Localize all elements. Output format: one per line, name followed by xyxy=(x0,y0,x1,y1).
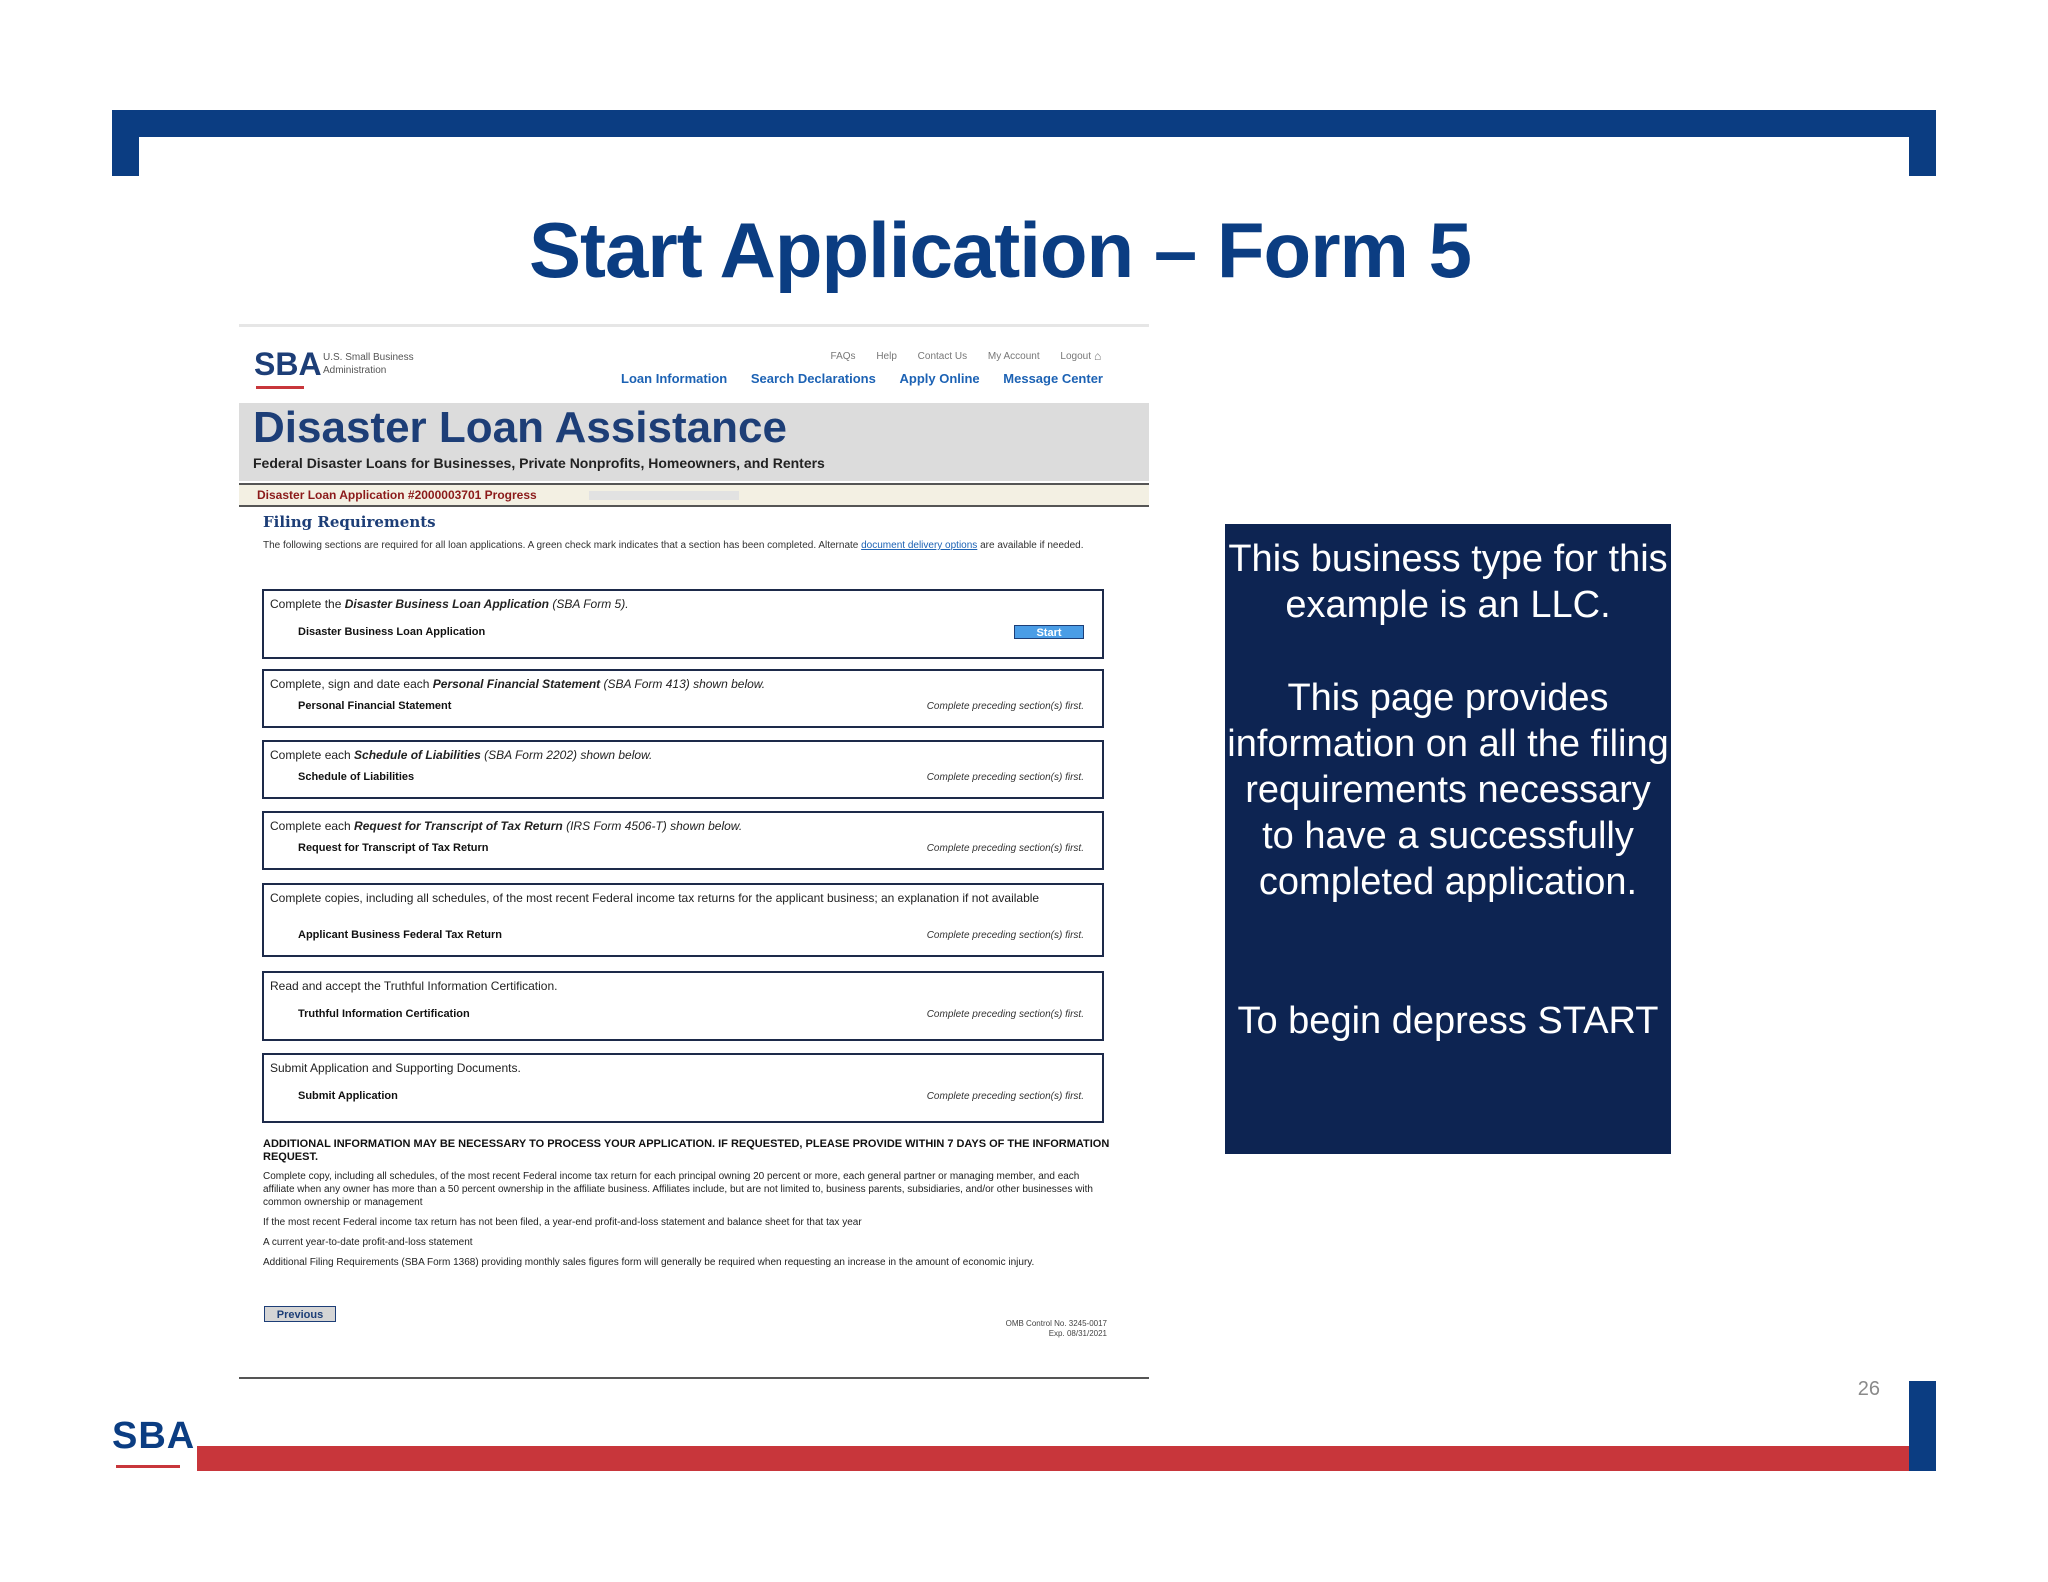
application-number: Disaster Loan Application #2000003701 Progress xyxy=(257,488,537,502)
section-item-label: Schedule of Liabilities xyxy=(298,771,415,783)
nav-apply-online[interactable]: Apply Online xyxy=(899,371,980,386)
section-item-label: Personal Financial Statement xyxy=(298,700,452,712)
section-schedule-of-liabilities xyxy=(262,740,1104,799)
filing-intro: The following sections are required for all loan applications. A green check mark indicates that a section has been completed. Alternate document delivery options are available if needed. xyxy=(263,540,1084,551)
section-status: Complete preceding section(s) first. xyxy=(926,1009,1084,1020)
explanation-callout xyxy=(1225,524,1671,1154)
section-business-loan-application xyxy=(262,589,1104,659)
start-button[interactable]: Start xyxy=(1014,625,1084,639)
section-instructions: Submit Application and Supporting Documents. xyxy=(270,1061,521,1075)
site-header xyxy=(239,327,1149,403)
top-frame-right-post xyxy=(1909,110,1936,176)
nav-search-declarations[interactable]: Search Declarations xyxy=(750,371,876,386)
section-truthful-information-certification xyxy=(262,971,1104,1041)
section-status: Complete preceding section(s) first. xyxy=(926,930,1084,941)
section-item-label: Submit Application xyxy=(298,1090,398,1102)
section-tax-transcript-request xyxy=(262,811,1104,870)
filing-requirements-title: Filing Requirements xyxy=(263,513,436,531)
util-link-contact-us[interactable]: Contact Us xyxy=(917,351,968,362)
additional-info-heading: ADDITIONAL INFORMATION MAY BE NECESSARY TO PROCESS YOUR APPLICATION. IF REQUESTED, PLEASE PROVIDE WITHIN 7 DAYS OF THE INFORMATION REQUEST. xyxy=(263,1138,1110,1163)
page-banner xyxy=(239,403,1149,481)
omb-control-number: OMB Control No. 3245-0017 Exp. 08/31/2021 xyxy=(1005,1319,1107,1338)
util-link-faqs[interactable]: FAQs xyxy=(830,351,856,362)
application-progress-bar xyxy=(239,483,1149,507)
section-item-label: Request for Transcript of Tax Return xyxy=(298,842,489,854)
main-nav xyxy=(601,371,1103,386)
section-instructions: Complete the Disaster Business Loan Application (SBA Form 5). xyxy=(270,597,629,611)
additional-info-item: Additional Filing Requirements (SBA Form 1368) providing monthly sales figures form will generally be required when requesting an increase in the amount of economic injury. xyxy=(263,1257,1035,1268)
progress-track xyxy=(589,491,739,500)
additional-info-item: If the most recent Federal income tax return has not been filed, a year-end profit-and-loss statement and balance sheet for that tax year xyxy=(263,1217,862,1228)
slide-title: Start Application – Form 5 xyxy=(529,206,1471,294)
section-instructions: Complete each Schedule of Liabilities (SBA Form 2202) shown below. xyxy=(270,748,653,762)
top-frame-bar xyxy=(112,110,1936,137)
top-frame-left-post xyxy=(112,110,139,176)
callout-page-description: This page provides information on all the filing requirements necessary to have a successfully completed application. xyxy=(1227,677,1669,903)
section-status: Complete preceding section(s) first. xyxy=(926,843,1084,854)
section-instructions: Complete each Request for Transcript of Tax Return (IRS Form 4506-T) shown below. xyxy=(270,819,743,833)
nav-message-center[interactable]: Message Center xyxy=(1003,371,1103,386)
banner-subtitle: Federal Disaster Loans for Businesses, Private Nonprofits, Homeowners, and Renters xyxy=(253,455,825,471)
utility-links xyxy=(813,351,1091,362)
home-icon[interactable]: ⌂ xyxy=(1094,349,1102,363)
util-link-logout[interactable]: Logout xyxy=(1060,351,1091,362)
nav-loan-information[interactable]: Loan Information xyxy=(621,371,728,386)
document-delivery-link[interactable]: document delivery options xyxy=(861,540,978,551)
section-item-label: Truthful Information Certification xyxy=(298,1008,470,1020)
section-item-label: Applicant Business Federal Tax Return xyxy=(298,929,502,941)
section-personal-financial-statement xyxy=(262,669,1104,728)
section-status: Complete preceding section(s) first. xyxy=(926,1091,1084,1102)
section-status: Complete preceding section(s) first. xyxy=(926,701,1084,712)
agency-name: U.S. Small Business Administration xyxy=(323,352,414,376)
application-screenshot xyxy=(239,324,1149,1383)
section-instructions: Read and accept the Truthful Information Certification. xyxy=(270,979,558,993)
section-business-tax-return xyxy=(262,883,1104,957)
section-submit-application xyxy=(262,1053,1104,1123)
section-instructions: Complete copies, including all schedules, of the most recent Federal income tax returns for the applicant business; an explanation if not available xyxy=(270,891,1040,905)
callout-instruction: To begin depress START xyxy=(1237,1000,1659,1042)
previous-button[interactable]: Previous xyxy=(264,1306,336,1322)
additional-info-item: Complete copy, including all schedules, of the most recent Federal income tax return for each principal owning 20 percent or more, each general partner or managing member, and each affiliate when any owner has more than a 50 percent ownership in the affiliate business. Affiliates include, but are not limited to, business parents, subsidiaries, and/or other businesses with common ownership or management xyxy=(263,1171,1093,1208)
footer-red-bar xyxy=(197,1446,1911,1471)
callout-business-type: This business type for this example is an LLC. xyxy=(1228,538,1668,626)
util-link-my-account[interactable]: My Account xyxy=(987,351,1040,362)
section-instructions: Complete, sign and date each Personal Financial Statement (SBA Form 413) shown below. xyxy=(270,677,766,691)
page-number: 26 xyxy=(1857,1378,1880,1400)
section-status: Complete preceding section(s) first. xyxy=(926,772,1084,783)
sba-logo[interactable]: SBA xyxy=(254,346,322,383)
screenshot-bottom-rule xyxy=(239,1377,1149,1379)
footer-sba-logo: SBA xyxy=(112,1415,195,1458)
additional-info-item: A current year-to-date profit-and-loss statement xyxy=(263,1237,473,1248)
util-link-help[interactable]: Help xyxy=(876,351,897,362)
section-item-label: Disaster Business Loan Application xyxy=(298,626,486,638)
footer-bar-cap xyxy=(1909,1446,1936,1471)
banner-title: Disaster Loan Assistance xyxy=(253,403,787,452)
